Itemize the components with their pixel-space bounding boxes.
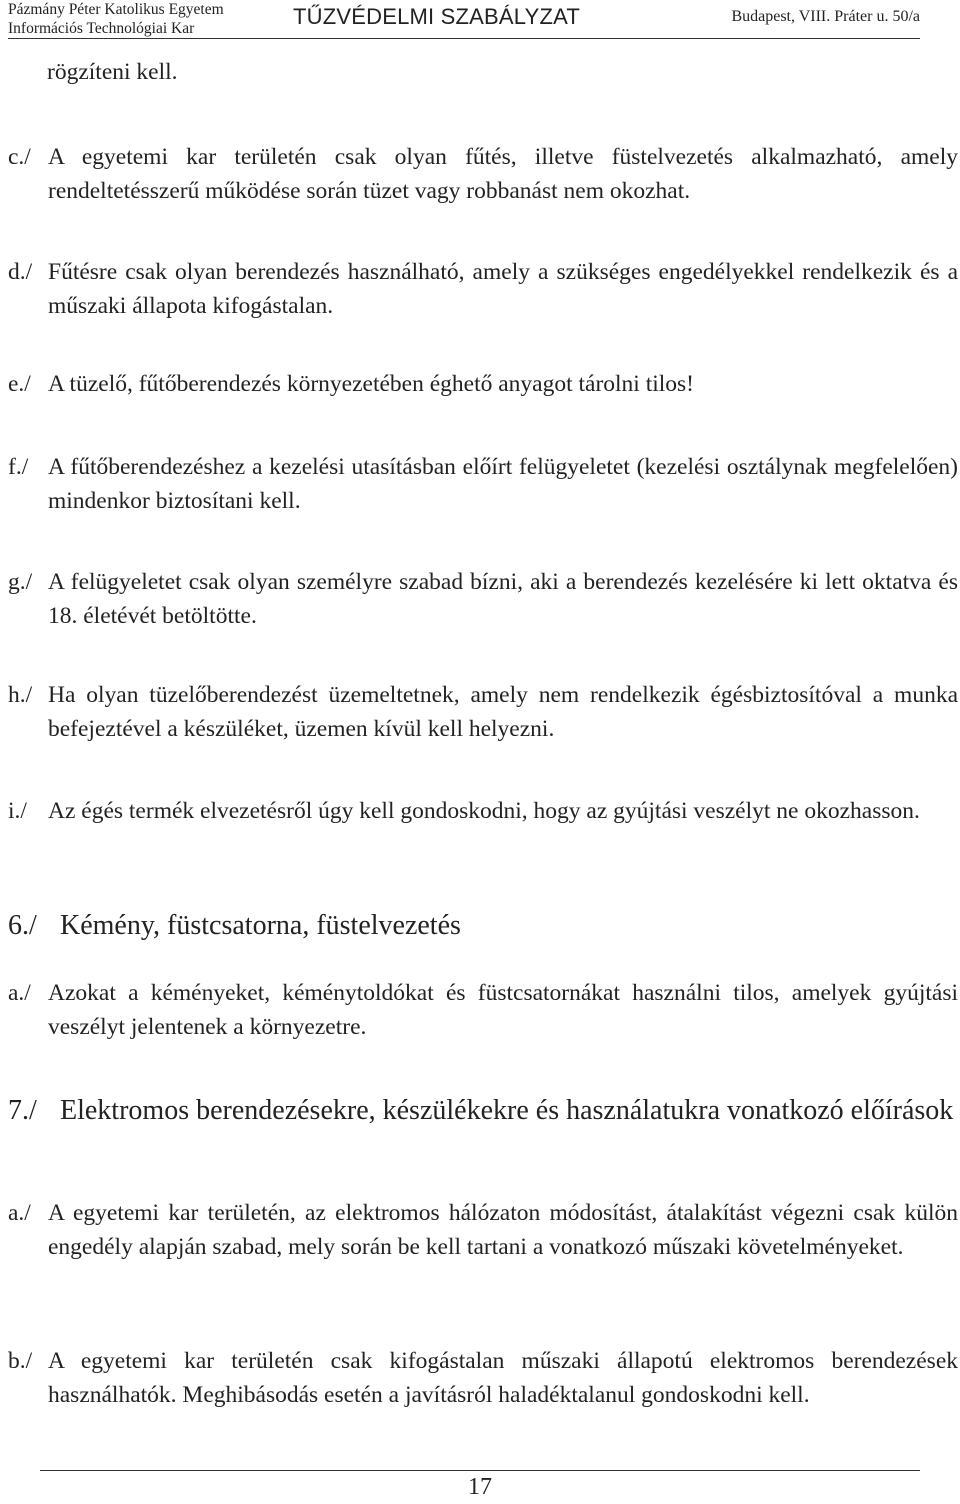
section-title: Kémény, füstcsatorna, füstelvezetés — [60, 910, 461, 941]
header-university: Pázmány Péter Katolikus Egyetem — [8, 1, 224, 18]
item-label: d./ — [8, 259, 33, 285]
list-item-f — [8, 450, 958, 518]
header-document-title: TŰZVÉDELMI SZABÁLYZAT — [293, 4, 580, 29]
item-label: b./ — [8, 1348, 33, 1374]
item-label: e./ — [8, 371, 31, 397]
item-text: A tüzelő, fűtőberendezés környezetében éghető anyagot tárolni tilos! — [48, 371, 695, 397]
list-item-6a — [8, 976, 958, 1044]
item-text: A egyetemi kar területén csak olyan fűtés, illetve füstelvezetés alkalmazható, amely rendeltetésszerű működése során tüzet vagy robbanást nem okozhat. — [48, 144, 958, 204]
list-item-c — [8, 140, 958, 208]
item-text: Azokat a kéményeket, kéménytoldókat és füstcsatornákat használni tilos, amelyek gyújtási veszélyt jelentenek a környezetre. — [48, 980, 958, 1040]
list-item-d — [8, 255, 958, 323]
item-label: h./ — [8, 682, 33, 708]
section-number: 7./ — [8, 1095, 37, 1126]
item-text: A felügyeletet csak olyan személyre szabad bízni, aki a berendezés kezelésére ki lett oktatva és 18. életévét betöltötte. — [48, 569, 958, 629]
page-header — [8, 0, 920, 39]
item-text: Ha olyan tüzelőberendezést üzemeltetnek, amely nem rendelkezik égésbiztosítóval a munka befejeztével a készüléket, üzemen kívül kell helyezni. — [48, 682, 958, 742]
item-text: Az égés termék elvezetésről úgy kell gondoskodni, hogy az gyújtási veszélyt ne okozhasson. — [48, 798, 920, 824]
header-address: Budapest, VIII. Práter u. 50/a — [731, 8, 920, 25]
item-text: A fűtőberendezéshez a kezelési utasításban előírt felügyeletet (kezelési osztálynak megfelelően) mindenkor biztosítani kell. — [48, 454, 958, 514]
item-label: a./ — [8, 980, 31, 1006]
intro-text: rögzíteni kell. — [47, 59, 178, 85]
list-item-7b — [8, 1344, 958, 1412]
item-label: a./ — [8, 1200, 31, 1226]
list-item-e — [8, 367, 958, 401]
item-label: i./ — [8, 798, 27, 824]
section-heading-7 — [8, 1094, 958, 1128]
section-title: Elektromos berendezésekre, készülékekre és használatukra vonatkozó előírások — [60, 1095, 954, 1126]
item-text: A egyetemi kar területén csak kifogástalan műszaki állapotú elektromos berendezések használhatók. Meghibásodás esetén a javításról haladéktalanul gondoskodni kell. — [48, 1348, 958, 1408]
item-label: g./ — [8, 569, 33, 595]
section-number: 6./ — [8, 910, 37, 941]
item-text: Fűtésre csak olyan berendezés használható, amely a szükséges engedélyekkel rendelkezik és a műszaki állapota kifogástalan. — [48, 259, 958, 319]
list-item-7a — [8, 1196, 958, 1264]
list-item-h — [8, 678, 958, 746]
item-label: f./ — [8, 454, 29, 480]
list-item-g — [8, 565, 958, 633]
header-faculty: Információs Technológiai Kar — [8, 20, 195, 37]
page-number: 17 — [468, 1474, 492, 1500]
list-item-i — [8, 794, 958, 828]
item-label: c./ — [8, 144, 31, 170]
footer-divider — [40, 1470, 920, 1471]
item-text: A egyetemi kar területén, az elektromos hálózaton módosítást, átalakítást végezni csak külön engedély alapján szabad, mely során be kell tartani a vonatkozó műszaki követelményeket. — [48, 1200, 958, 1260]
header-institution — [8, 0, 224, 38]
section-heading-6 — [8, 909, 958, 943]
